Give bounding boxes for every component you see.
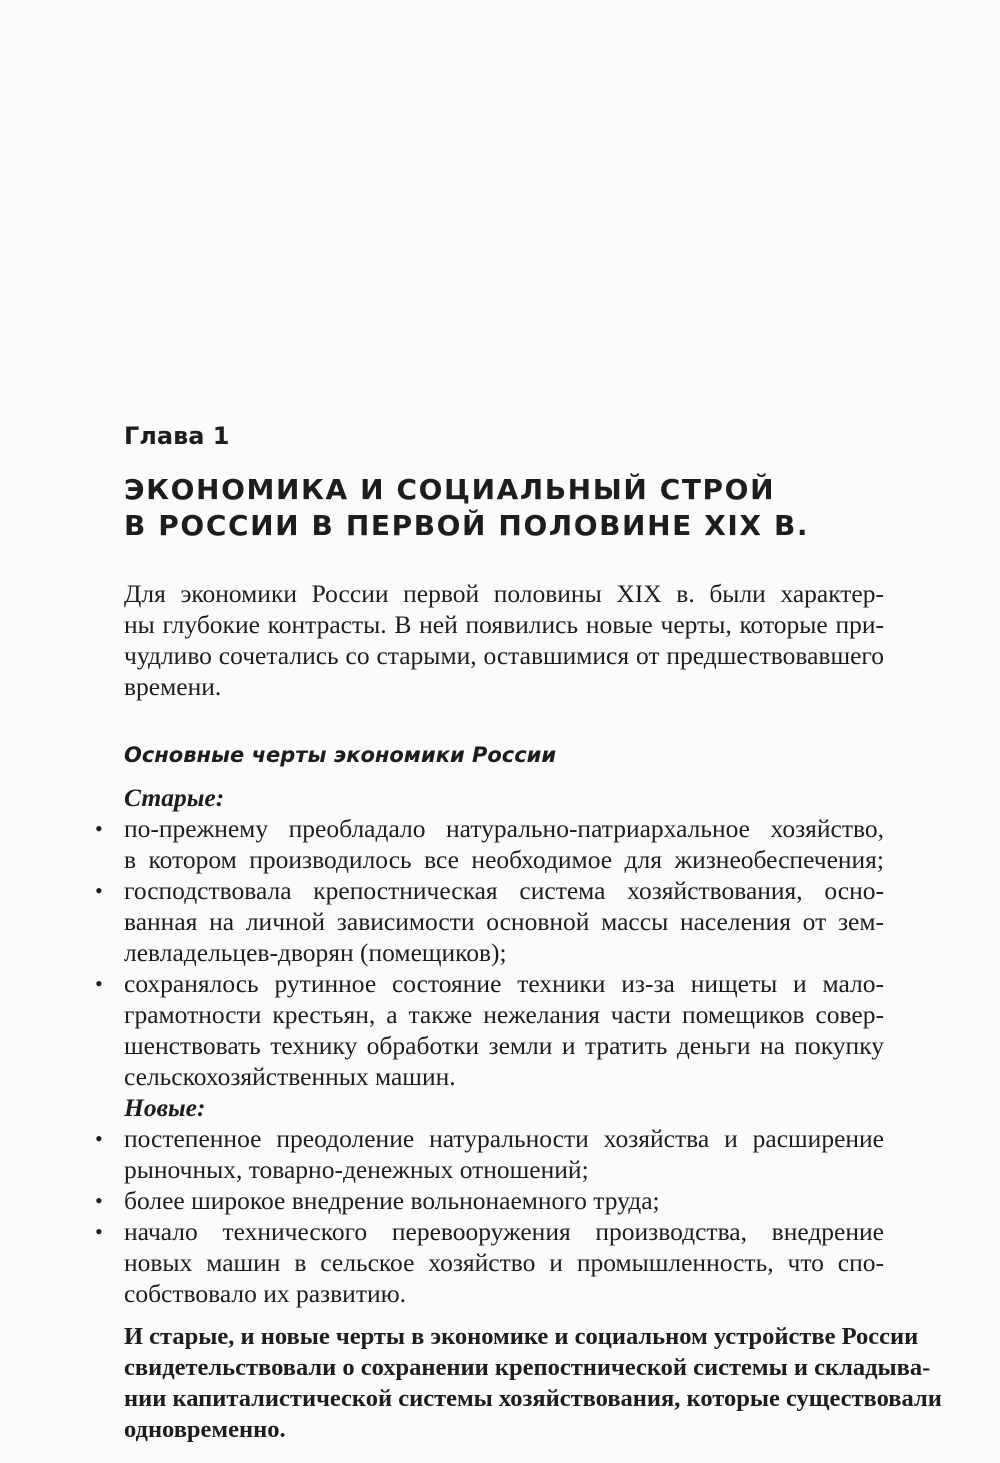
text-line: сохранялось рутинное состояние техники из-за нищеты и мало- [124,969,884,998]
old-features-title: Старые: [124,783,225,812]
text-line: по-прежнему преобладало натурально-патриархальное хозяйство, [124,814,884,843]
text-line: нии капиталистической системы хозяйствования, которые существовали [124,1385,942,1412]
new-features-title: Новые: [124,1093,206,1122]
list-item [95,1123,884,1185]
text-line: свидетельствовали о сохранении крепостнической системы и складыва- [124,1354,931,1381]
text-line: грамотности крестьян, а также нежелания части помещиков совер- [124,1000,884,1029]
conclusion-paragraph [124,1321,942,1445]
section-heading: Основные черты экономики России [124,743,557,767]
chapter-title [124,472,809,544]
text-line: чудливо сочетались со старыми, оставшимися от предшествовавшего [124,641,884,670]
bullet-icon: • [95,1188,103,1213]
text-line: собствовало их развитию. [124,1279,407,1308]
bullet-icon: • [95,971,103,996]
text-line: новых машин в сельское хозяйство и промышленность, что спо- [124,1248,884,1277]
chapter-body [95,578,942,1445]
bullet-icon: • [95,816,103,841]
text-line: в котором производилось все необходимое для жизнеобеспечения; [124,845,884,874]
list-item [95,875,884,968]
list-item [95,968,884,1092]
list-item [95,1185,884,1216]
list-item [95,1216,884,1309]
bullet-icon: • [95,1219,103,1244]
text-line: ны глубокие контрасты. В ней появились новые черты, которые при- [124,610,884,639]
text-line: рыночных, товарно-денежных отношений; [124,1155,589,1184]
intro-paragraph [124,578,884,702]
text-line: ванная на личной зависимости основной массы населения от зем- [124,907,884,936]
chapter-title-line: ЭКОНОМИКА И СОЦИАЛЬНЫЙ СТРОЙ [124,473,776,506]
text-line: начало технического перевооружения производства, внедрение [124,1217,884,1246]
text-line: Для экономики России первой половины XIX в. были характер- [124,579,884,608]
text-line: левладельцев-дворян (помещиков); [124,938,507,967]
text-line: времени. [124,672,222,701]
text-line: более широкое внедрение вольнонаемного труда; [124,1186,660,1215]
text-line: одновременно. [124,1416,286,1443]
old-features-list [95,813,884,1092]
new-features-list [95,1123,884,1309]
list-item [95,813,884,875]
bullet-icon: • [95,878,103,903]
bullet-icon: • [95,1126,103,1151]
text-line: И старые, и новые черты в экономике и социальном устройстве России [124,1323,919,1350]
text-line: сельскохозяйственных машин. [124,1062,456,1091]
text-line: господствовала крепостническая система хозяйствования, осно- [124,876,884,905]
chapter-title-line: В РОССИИ В ПЕРВОЙ ПОЛОВИНЕ XIX В. [124,509,810,542]
text-line: шенствовать технику обработки земли и тратить деньги на покупку [124,1031,884,1060]
text-line: постепенное преодоление натуральности хозяйства и расширение [124,1124,884,1153]
chapter-label: Глава 1 [124,422,230,450]
